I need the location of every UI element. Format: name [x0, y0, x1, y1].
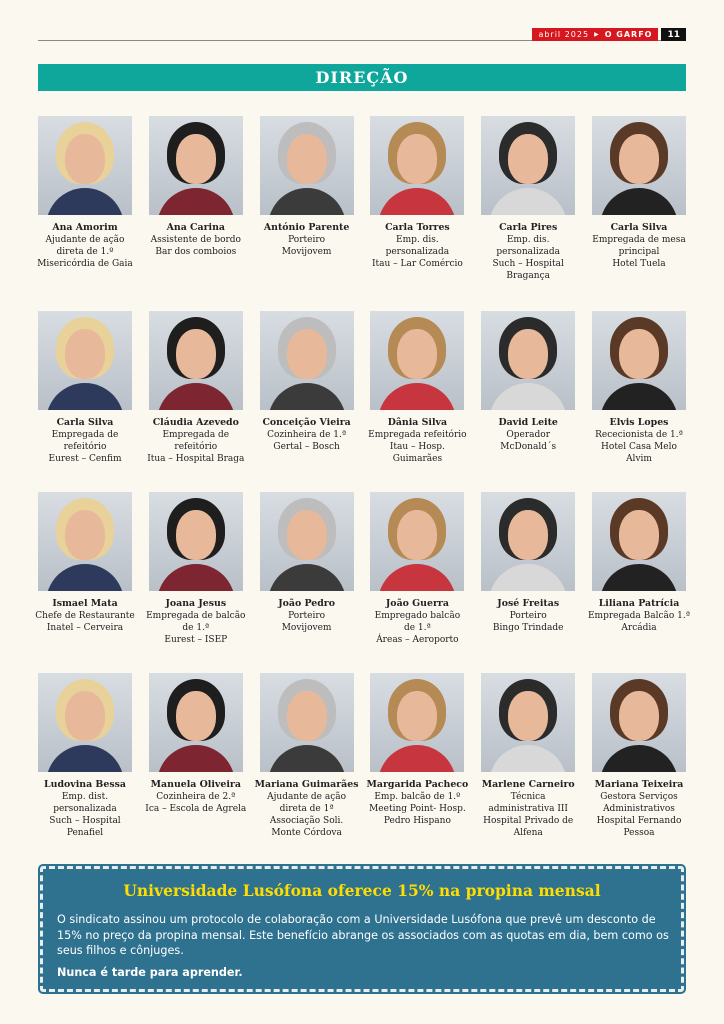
- person-role: Operador McDonald´s: [500, 430, 557, 452]
- person-card: [255, 311, 359, 453]
- person-role: Técnica administrativa III Hospital Privado de Alfena: [483, 792, 574, 838]
- person-photo: [370, 116, 464, 215]
- issue-date: abril 2025: [538, 30, 590, 39]
- portrait-face: [619, 329, 659, 379]
- person-name: João Guerra: [385, 598, 449, 609]
- portrait-face: [65, 134, 105, 184]
- portrait-body: [157, 188, 235, 215]
- person-card: [255, 492, 359, 634]
- portrait-body: [489, 383, 567, 410]
- person-role: Emp. balcão de 1.º Meeting Point- Hosp. Pedro Hispano: [369, 792, 466, 826]
- person-card: [33, 673, 137, 839]
- portrait-face: [619, 691, 659, 741]
- portrait-face: [176, 691, 216, 741]
- person-card: [365, 116, 469, 270]
- person-card: [476, 116, 580, 282]
- portrait-face: [65, 329, 105, 379]
- portrait-face: [508, 691, 548, 741]
- portrait-face: [65, 510, 105, 560]
- portrait-face: [619, 510, 659, 560]
- person-card: [587, 116, 691, 270]
- person-card: [33, 311, 137, 465]
- person-role: Rececionista de 1.ª Hotel Casa Melo Alvim: [595, 430, 683, 464]
- person-role: Emp. dis. personalizada Itau – Lar Comércio: [371, 235, 463, 269]
- person-role: Ajudante de ação direta de 1ª Associação Soli. Monte Córdova: [267, 792, 347, 838]
- portrait-body: [157, 383, 235, 410]
- person-photo: [260, 492, 354, 591]
- person-photo: [260, 116, 354, 215]
- portrait-body: [489, 745, 567, 772]
- page-number: 11: [661, 28, 686, 41]
- promo-box: [40, 866, 684, 992]
- person-photo: [149, 116, 243, 215]
- person-role: Empregada de mesa principal Hotel Tuela: [592, 235, 686, 269]
- person-role: Porteiro Bingo Trindade: [492, 611, 564, 633]
- person-role: Empregado balcão de 1.ª Áreas – Aeroporto: [374, 611, 461, 645]
- person-name: António Parente: [263, 222, 350, 233]
- person-role: Assistente de bordo Bar dos comboios: [150, 235, 241, 257]
- portrait-face: [397, 691, 437, 741]
- person-card: [587, 311, 691, 465]
- person-photo: [592, 673, 686, 772]
- portrait-body: [268, 745, 346, 772]
- page-header: [532, 28, 686, 41]
- person-name: Carla Silva: [610, 222, 668, 233]
- person-card: [33, 492, 137, 634]
- person-name: Joana Jesus: [165, 598, 227, 609]
- portrait-body: [600, 383, 678, 410]
- portrait-body: [378, 188, 456, 215]
- portrait-face: [287, 510, 327, 560]
- person-card: [144, 311, 248, 465]
- person-name: David Leite: [498, 417, 558, 428]
- portrait-face: [176, 134, 216, 184]
- person-card: [144, 116, 248, 258]
- portrait-face: [508, 329, 548, 379]
- person-name: Carla Silva: [56, 417, 114, 428]
- person-photo: [481, 492, 575, 591]
- person-card: [476, 492, 580, 634]
- person-role: Gestora Serviços Administrativos Hospital Fernando Pessoa: [596, 792, 682, 838]
- person-photo: [592, 492, 686, 591]
- portrait-body: [600, 564, 678, 591]
- promo-emphasis: Nunca é tarde para aprender.: [57, 966, 243, 979]
- person-role: Chefe de Restaurante Inatel – Cerveira: [35, 611, 135, 633]
- portrait-body: [46, 564, 124, 591]
- person-photo: [592, 311, 686, 410]
- person-photo: [38, 673, 132, 772]
- person-name: Ana Amorim: [52, 222, 118, 233]
- person-card: [476, 673, 580, 839]
- person-role: Empregada de refeitório Eurest – Cenfim: [48, 430, 122, 464]
- triangle-right-icon: ▶: [594, 31, 600, 38]
- person-name: Marlene Carneiro: [481, 779, 575, 790]
- portrait-face: [287, 134, 327, 184]
- portrait-face: [176, 329, 216, 379]
- person-photo: [481, 673, 575, 772]
- person-card: [365, 311, 469, 465]
- portrait-body: [378, 564, 456, 591]
- person-photo: [38, 311, 132, 410]
- person-photo: [38, 116, 132, 215]
- portrait-face: [176, 510, 216, 560]
- person-role: Empregada de balcão de 1.ª Eurest – ISEP: [146, 611, 246, 645]
- issue-label: [532, 28, 658, 41]
- portrait-body: [600, 188, 678, 215]
- portrait-body: [46, 188, 124, 215]
- section-title: DIREÇÃO: [38, 64, 686, 91]
- person-name: Ana Carina: [166, 222, 225, 233]
- person-name: José Freitas: [497, 598, 560, 609]
- person-role: Empregada de refeitório Itua – Hospital Braga: [147, 430, 245, 464]
- person-photo: [149, 311, 243, 410]
- portrait-body: [600, 745, 678, 772]
- person-name: Mariana Guimarães: [254, 779, 359, 790]
- person-name: Ludovina Bessa: [44, 779, 126, 790]
- person-role: Empregada refeitório Itau – Hosp. Guimarães: [368, 430, 467, 464]
- portrait-body: [378, 745, 456, 772]
- person-name: Conceição Vieira: [262, 417, 351, 428]
- person-card: [255, 116, 359, 258]
- person-name: João Pedro: [278, 598, 335, 609]
- person-name: Manuela Oliveira: [150, 779, 241, 790]
- person-card: [587, 673, 691, 839]
- person-card: [255, 673, 359, 839]
- portrait-face: [287, 329, 327, 379]
- portrait-face: [508, 134, 548, 184]
- promo-text: O sindicato assinou um protocolo de colaboração com a Universidade Lusófona que prevê um desconto de 15% no preço da propina mensal. Este benefício abrange os associados com as quotas em dia, bem como os seus filhos e cônjuges.: [57, 913, 669, 957]
- portrait-face: [397, 510, 437, 560]
- portrait-body: [46, 383, 124, 410]
- person-photo: [149, 492, 243, 591]
- person-card: [144, 673, 248, 815]
- person-role: Cozinheira de 1.ª Gertal – Bosch: [267, 430, 347, 452]
- portrait-body: [489, 188, 567, 215]
- person-role: Porteiro Movijovem: [281, 611, 332, 633]
- person-card: [365, 673, 469, 827]
- portrait-body: [489, 564, 567, 591]
- person-photo: [370, 311, 464, 410]
- portrait-face: [508, 510, 548, 560]
- publication-name: O GARFO: [604, 30, 653, 39]
- person-photo: [370, 673, 464, 772]
- person-name: Cláudia Azevedo: [152, 417, 239, 428]
- portrait-face: [397, 329, 437, 379]
- promo-title: Universidade Lusófona oferece 15% na propina mensal: [123, 881, 601, 900]
- person-photo: [260, 673, 354, 772]
- person-card: [365, 492, 469, 646]
- person-role: Cozinheira de 2.ª Ica – Escola de Agrela: [145, 792, 247, 814]
- person-role: Emp. dis. personalizada Such – Hospital Bragança: [492, 235, 564, 281]
- person-name: Elvis Lopes: [609, 417, 669, 428]
- person-photo: [592, 116, 686, 215]
- person-photo: [260, 311, 354, 410]
- portrait-body: [157, 564, 235, 591]
- person-role: Emp. dist. personalizada Such – Hospital Penafiel: [49, 792, 121, 838]
- person-name: Carla Torres: [385, 222, 450, 233]
- person-photo: [149, 673, 243, 772]
- portrait-body: [268, 564, 346, 591]
- portrait-face: [397, 134, 437, 184]
- person-name: Ismael Mata: [52, 598, 118, 609]
- person-name: Liliana Patrícia: [598, 598, 680, 609]
- person-role: Porteiro Movijovem: [281, 235, 332, 257]
- person-name: Dânia Silva: [387, 417, 448, 428]
- portrait-body: [157, 745, 235, 772]
- person-photo: [481, 116, 575, 215]
- portrait-face: [65, 691, 105, 741]
- person-photo: [38, 492, 132, 591]
- person-card: [476, 311, 580, 453]
- portrait-body: [268, 188, 346, 215]
- person-card: [144, 492, 248, 646]
- person-card: [33, 116, 137, 270]
- person-name: Margarida Pacheco: [366, 779, 469, 790]
- portrait-body: [378, 383, 456, 410]
- person-name: Carla Pires: [499, 222, 558, 233]
- person-name: Mariana Teixeira: [594, 779, 684, 790]
- person-photo: [481, 311, 575, 410]
- person-role: Ajudante de ação direta de 1.º Misericórdia de Gaia: [37, 235, 133, 269]
- portrait-face: [287, 691, 327, 741]
- person-role: Empregada Balcão 1.ª Arcádia: [587, 611, 690, 633]
- portrait-body: [268, 383, 346, 410]
- portrait-body: [46, 745, 124, 772]
- person-card: [587, 492, 691, 634]
- person-photo: [370, 492, 464, 591]
- portrait-face: [619, 134, 659, 184]
